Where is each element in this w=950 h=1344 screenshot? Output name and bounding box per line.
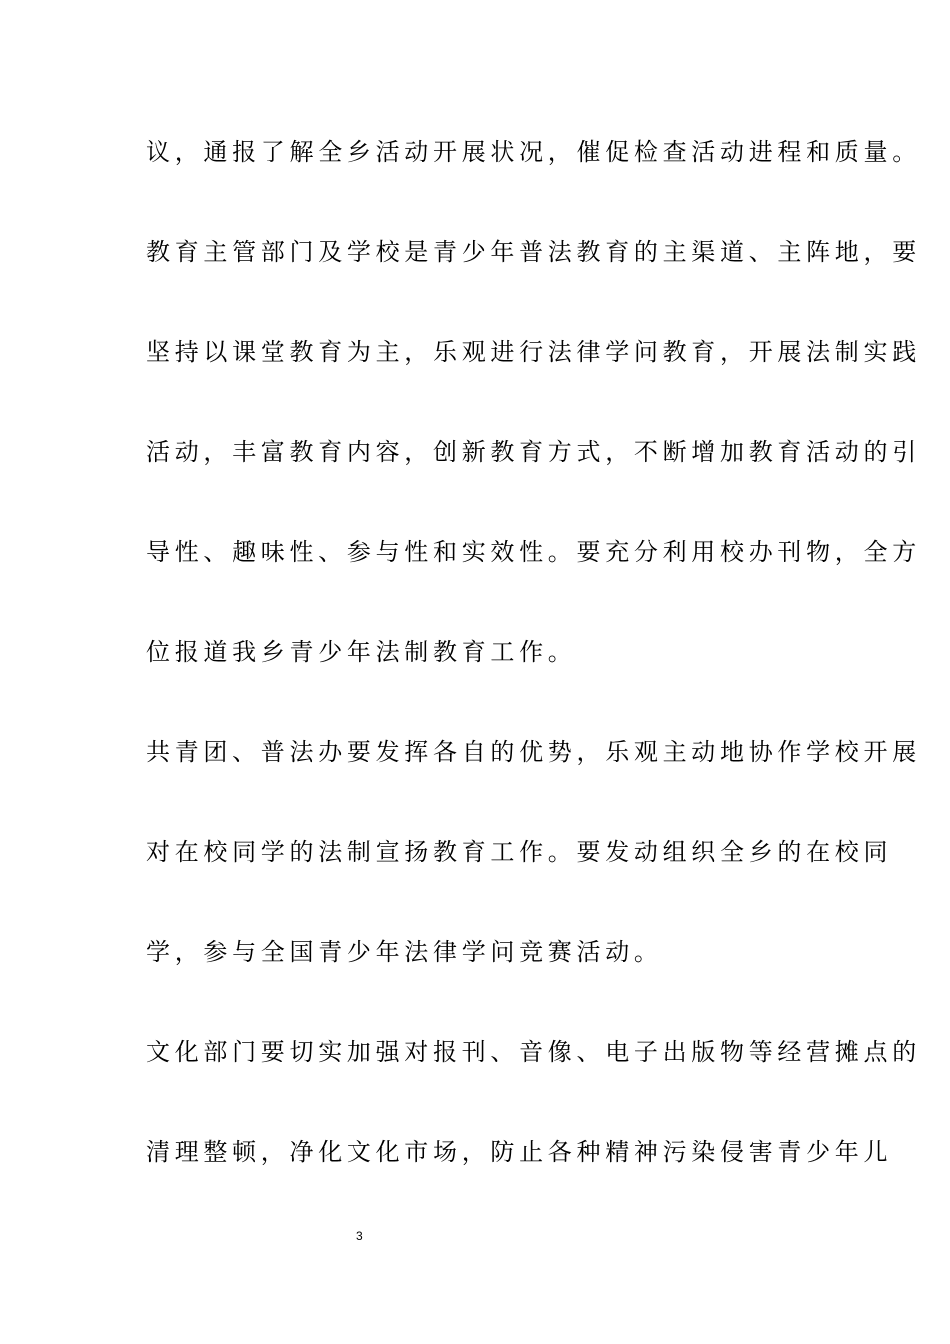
page-number: 3 — [356, 1229, 363, 1243]
text-line: 共青团、普法办要发挥各自的优势，乐观主动地协作学校开展 — [146, 738, 921, 766]
text-line: 导性、趣味性、参与性和实效性。要充分利用校办刊物，全方 — [146, 538, 921, 566]
text-line: 教育主管部门及学校是青少年普法教育的主渠道、主阵地，要 — [146, 238, 921, 266]
text-line: 活动，丰富教育内容，创新教育方式，不断增加教育活动的引 — [146, 438, 921, 466]
text-line: 清理整顿，净化文化市场，防止各种精神污染侵害青少年儿 — [146, 1138, 893, 1166]
text-line: 议，通报了解全乡活动开展状况，催促检查活动进程和质量。 — [146, 138, 921, 166]
text-line: 坚持以课堂教育为主，乐观进行法律学问教育，开展法制实践 — [146, 338, 921, 366]
text-line: 文化部门要切实加强对报刊、音像、电子出版物等经营摊点的 — [146, 1038, 921, 1066]
text-line: 对在校同学的法制宣扬教育工作。要发动组织全乡的在校同 — [146, 838, 893, 866]
text-line: 学，参与全国青少年法律学问竞赛活动。 — [146, 938, 663, 966]
text-line: 位报道我乡青少年法制教育工作。 — [146, 638, 577, 666]
